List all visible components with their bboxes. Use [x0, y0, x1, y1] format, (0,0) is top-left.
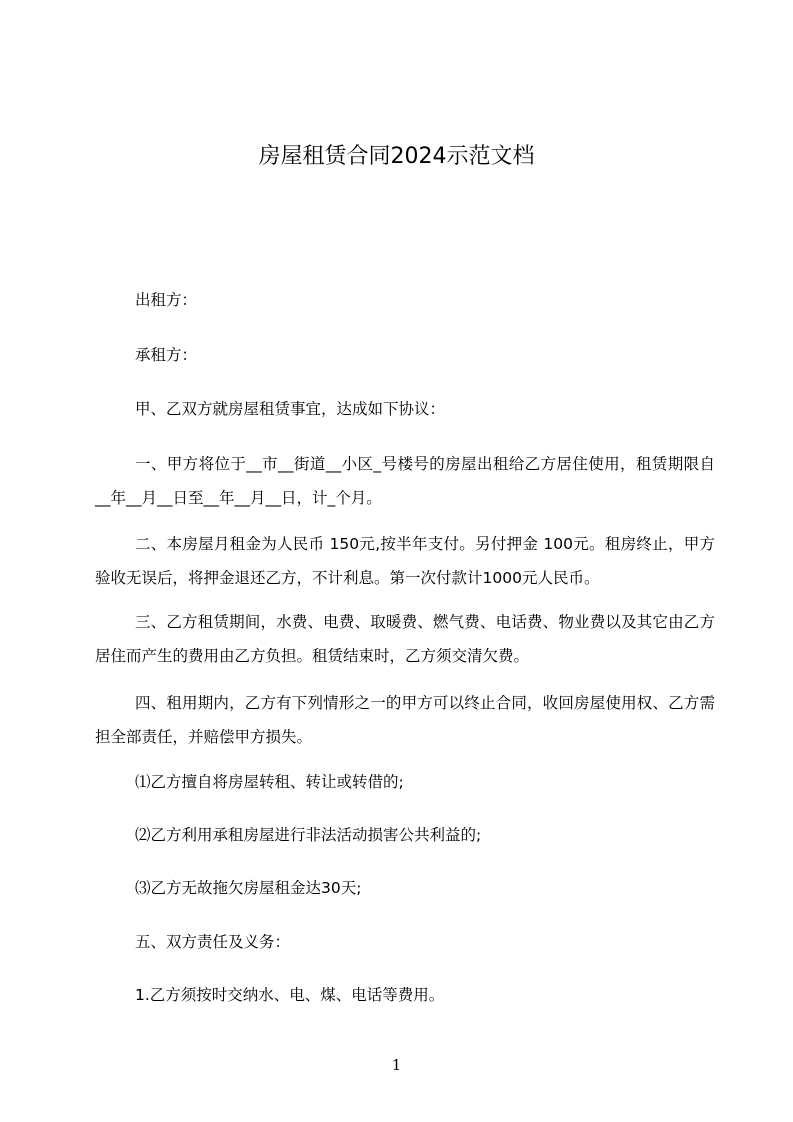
- page-number: 1: [391, 1056, 402, 1074]
- paragraph-clause-1: 一、甲方将位于__市__街道__小区_号楼号的房屋出租给乙方居住使用，租赁期限自__年__月__日至__年__月__日，计_个月。: [95, 455, 715, 507]
- paragraph-clause-3: 三、乙方租赁期间，水费、电费、取暖费、燃气费、电话费、物业费以及其它由乙方居住而产生的费用由乙方负担。租赁结束时，乙方须交清欠费。: [95, 613, 715, 665]
- paragraph-clause-5: 五、双方责任及义务：: [135, 933, 291, 951]
- paragraph-lessor: 出租方：: [135, 291, 198, 309]
- paragraph-item-1: ⑴乙方擅自将房屋转租、转让或转借的;: [135, 773, 404, 791]
- paragraph-agreement-intro: 甲、乙双方就房屋租赁事宜，达成如下协议：: [135, 400, 446, 418]
- paragraph-lessee: 承租方：: [135, 346, 198, 364]
- paragraph-clause-4: 四、租用期内，乙方有下列情形之一的甲方可以终止合同，收回房屋使用权、乙方需担全部责任，并赔偿甲方损失。: [95, 694, 715, 746]
- paragraph-item-2: ⑵乙方利用承租房屋进行非法活动损害公共利益的;: [135, 826, 482, 844]
- paragraph-clause-2: 二、本房屋月租金为人民币 150元,按半年支付。另付押金 100元。租房终止，甲方验收无误后，将押金退还乙方，不计利息。第一次付款计1000元人民币。: [95, 535, 715, 587]
- paragraph-duty-1: 1.乙方须按时交纳水、电、煤、电话等费用。: [135, 986, 445, 1004]
- paragraph-item-3: ⑶乙方无故拖欠房屋租金达30天;: [135, 879, 362, 897]
- document-title: 房屋租赁合同2024示范文档: [258, 144, 535, 169]
